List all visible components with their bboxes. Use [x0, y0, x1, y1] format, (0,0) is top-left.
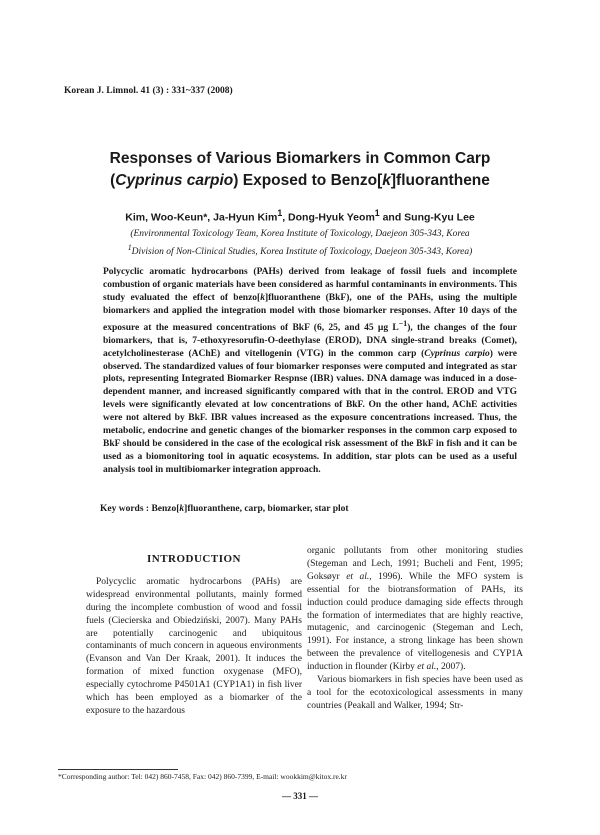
- page-number: — 331 —: [282, 791, 318, 801]
- keyword-italic-k: k: [179, 504, 185, 514]
- affil-mark: 1: [374, 208, 380, 218]
- footnote-rule: [58, 769, 178, 770]
- title-species: Cyprinus carpio: [115, 172, 234, 189]
- keyword-part: ]fluoranthene, carp, biomarker, star plot: [184, 504, 349, 514]
- keywords-label: Key words :: [100, 504, 152, 514]
- abstract-superscript: −1: [398, 318, 408, 328]
- title-line-1: Responses of Various Biomarkers in Common Carp: [109, 150, 491, 167]
- right-column: [307, 545, 523, 713]
- affiliations: [60, 228, 540, 259]
- text-part: , 1996). While the MFO system is essential for the biotransformation of PAHs, its induction could produce damaging side effects through the formation of intermediates that are highly reactive, mutagenic, and carcinogenic (Stegeman and Lech, 1991). For instance, a strong linkage has been shown between the prevalence of vitellogenesis and CYP1A induction in flounder (Kirby: [307, 571, 523, 673]
- affil-mark: 1: [127, 243, 132, 252]
- abstract: [103, 266, 517, 477]
- journal-reference: Korean J. Limnol. 41 (3) : 331~337 (2008): [64, 86, 233, 96]
- abstract-part: ), the changes of the four biomarkers, that is, 7-ethoxyresorufin-O-deethylase (EROD), DNA single-strand breaks (Comet), acetylcholinesterase (AChE) and vitellogenin (VTG) in the common carp (: [103, 322, 517, 359]
- left-column: [86, 545, 302, 718]
- et-al: et al.: [346, 571, 370, 582]
- intro-paragraph-1: Polycyclic aromatic hydrocarbons (PAHs) are widespread environmental pollutants, mainly formed during the incomplete combustion of wood and fossil fuels (Ciecierska and Obiedziński, 2007). Many PAHs are potentially carcinogenic and ubiquitous contaminants of much concern in aqueous environments (Evanson and Van Der Kraak, 2001). It induces the formation of mixed function oxygenase (MFO), especially cytochrome P4501A1 (CYP1A1) in fish liver which has been employed as a biomarker of the exposure to the hazardous: [86, 576, 302, 716]
- abstract-part: ]fluoranthene (BkF), one of the PAHs, using the multiple biomarkers and applied the integration model with those biomarker responses. After 10 days of the exposure at the measured concentrations of BkF (6, 25, and 45 µg L: [103, 292, 517, 333]
- affiliation-1: (Environmental Toxicology Team, Korea Institute of Toxicology, Daejeon 305-343, Korea: [130, 229, 470, 239]
- affil-mark: 1: [277, 208, 283, 218]
- affiliation-2-text: Division of Non-Clinical Studies, Korea Institute of Toxicology, Daejeon 305-343, Korea): [131, 247, 473, 258]
- text-part: organic pollutants from other monitoring studies (Stegeman and Lech, 1991; Bucheli and Fent, 1995; Goksøyr: [307, 546, 523, 582]
- text-part: , 2007).: [436, 662, 466, 673]
- abstract-species: Cyprinus carpio: [424, 348, 490, 359]
- paper-title: [60, 148, 540, 192]
- title-k: k: [382, 172, 391, 189]
- keyword-part: Benzo[: [151, 504, 180, 514]
- title-mid: ) Exposed to Benzo[: [233, 172, 383, 189]
- author-4: and Sung-Kyu Lee: [379, 211, 475, 224]
- intro-paragraph-2: Various biomarkers in fish species have been used as a tool for the ecotoxicological assessments in many countries (Peakall and Walker, 1994; Str-: [307, 675, 523, 711]
- author-3: , Dong-Hyuk Yeom: [282, 211, 375, 224]
- corresponding-author-footnote: *Corresponding author: Tel: 042) 860-7458, Fax: 042) 860-7399, E-mail: wookkim@kitox.re.kr: [58, 772, 347, 781]
- keywords: [100, 504, 520, 514]
- abstract-part: Polycyclic aromatic hydrocarbons (PAHs) derived from leakage of fossil fuels and incomplete combustion of organic materials have been considered as harmful contaminants in environments. This study evaluated the effect of benzo[: [103, 267, 517, 303]
- intro-paragraph-1-continued: [307, 545, 523, 674]
- title-paren: (: [110, 172, 116, 189]
- section-heading-introduction: INTRODUCTION: [146, 553, 241, 565]
- et-al: et al.: [417, 662, 437, 673]
- abstract-italic-k: k: [260, 292, 265, 303]
- abstract-part: ) were observed. The standardized values of four biomarker responses were computed and integrated as star plots, representing Integrated Biomarker Respnse (IBR) values. DNA damage was induced in a dose-dependent manner, and increased significantly compared with that in the control. EROD and VTG levels were significantly elevated at low concentrations of BkF. On the other hand, AChE activities were not altered by BkF. IBR values increased as the exposure concentrations increased. Thus, the metabolic, endocrine and genetic changes of the biomarker responses in the common carp exposed to BkF should be considered in the case of the ecological risk assessment of the BkF in fish and it can be used as a biomonitoring tool in aquatic ecosystems. In addition, star plots can be used as a useful analysis tool in multibiomarker integration approach.: [103, 348, 517, 475]
- author-list: [60, 208, 540, 224]
- affiliation-2: [60, 241, 540, 259]
- author-1-2: Kim, Woo-Keun*, Ja-Hyun Kim: [125, 211, 278, 224]
- title-end: ]fluoranthene: [390, 172, 490, 189]
- title-line-2: [60, 170, 540, 192]
